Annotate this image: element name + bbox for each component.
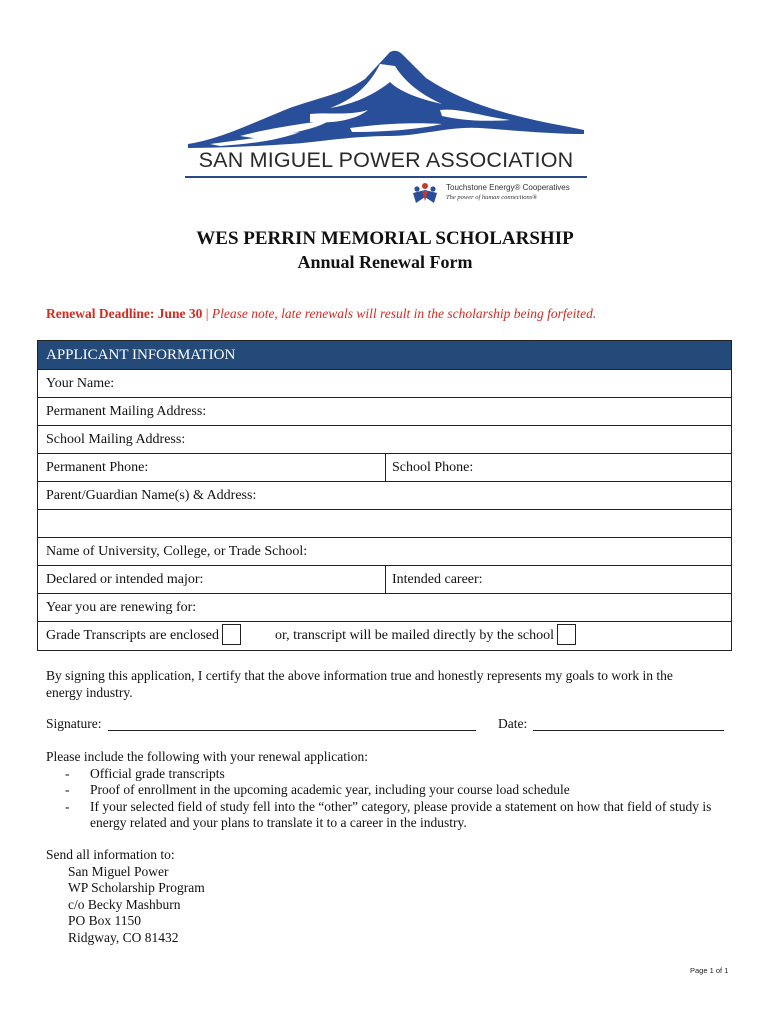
deadline-separator: | xyxy=(202,306,212,321)
applicant-form xyxy=(37,340,732,651)
mailing-instructions xyxy=(46,847,205,947)
transcripts-mailed-checkbox[interactable] xyxy=(557,624,576,645)
transcripts-row xyxy=(38,622,731,650)
include-intro: Please include the following with your renewal application: xyxy=(46,749,369,764)
organization-name: SAN MIGUEL POWER ASSOCIATION xyxy=(198,148,574,172)
send-intro: Send all information to: xyxy=(46,847,175,862)
list-item: - Proof of enrollment in the upcoming academic year, including your course load schedule xyxy=(65,782,726,799)
partner-name: Touchstone Energy® Cooperatives xyxy=(446,183,570,192)
certification-statement: By signing this application, I certify that the above information true and honestly represents my goals to work in the energy industry. xyxy=(46,668,673,700)
deadline-label: Renewal Deadline: June 30 xyxy=(46,306,203,321)
transcripts-mailed-label: or, transcript will be mailed directly by the school xyxy=(275,628,554,643)
document-title: WES PERRIN MEMORIAL SCHOLARSHIP xyxy=(196,228,574,249)
guardian-row xyxy=(38,482,731,510)
renewal-year-field[interactable]: Year you are renewing for: xyxy=(46,600,197,615)
school-name-field[interactable]: Name of University, College, or Trade School: xyxy=(46,544,308,559)
school-address-field[interactable]: School Mailing Address: xyxy=(46,432,186,447)
your-name-field[interactable]: Your Name: xyxy=(46,376,115,391)
signature-line[interactable] xyxy=(108,730,476,731)
date-line[interactable] xyxy=(533,730,724,731)
list-item: - If your selected field of study fell into the “other” category, please provide a statement on how that field of study is energy related and your plans to translate it to a career in the industry. xyxy=(65,799,726,832)
organization-underline xyxy=(185,176,587,178)
school-phone-field[interactable]: School Phone: xyxy=(392,460,474,475)
phone-row xyxy=(38,454,731,482)
date-label: Date: xyxy=(498,716,528,731)
page-number: Page 1 of 1 xyxy=(690,966,729,975)
year-row xyxy=(38,594,731,622)
school-name-row xyxy=(38,538,731,566)
include-instructions xyxy=(46,749,726,832)
form-section-header: APPLICANT INFORMATION xyxy=(38,341,731,370)
address-line: c/o Becky Mashburn xyxy=(68,896,181,912)
address-line: San Miguel Power xyxy=(68,863,169,879)
guardian-field[interactable]: Parent/Guardian Name(s) & Address: xyxy=(46,488,257,503)
partner-tagline: The power of human connections® xyxy=(446,194,538,201)
guardian-continued-field[interactable] xyxy=(38,510,731,537)
transcripts-enclosed-checkbox[interactable] xyxy=(222,624,241,645)
touchstone-icon xyxy=(410,181,440,205)
transcripts-options xyxy=(38,622,731,650)
permanent-phone-field[interactable]: Permanent Phone: xyxy=(38,454,386,481)
document-subtitle: Annual Renewal Form xyxy=(297,252,473,272)
signature-label: Signature: xyxy=(46,716,102,731)
school-address-row xyxy=(38,426,731,454)
deadline-notice xyxy=(46,306,596,322)
name-row xyxy=(38,370,731,398)
deadline-note: Please note, late renewals will result in the scholarship being forfeited. xyxy=(211,306,597,321)
include-list xyxy=(46,766,726,832)
permanent-address-field[interactable]: Permanent Mailing Address: xyxy=(46,404,207,419)
mountain-icon xyxy=(188,51,584,148)
major-career-row xyxy=(38,566,731,594)
list-item: - Official grade transcripts xyxy=(65,766,726,783)
career-field[interactable]: Intended career: xyxy=(392,572,483,587)
transcripts-enclosed-label: Grade Transcripts are enclosed xyxy=(46,628,220,643)
address-line: WP Scholarship Program xyxy=(68,880,205,896)
address-line: Ridgway, CO 81432 xyxy=(68,929,179,945)
address-line: PO Box 1150 xyxy=(68,913,142,929)
signature-row xyxy=(46,716,736,736)
major-field[interactable]: Declared or intended major: xyxy=(38,566,386,593)
guardian-continued-row xyxy=(38,510,731,538)
permanent-address-row xyxy=(38,398,731,426)
